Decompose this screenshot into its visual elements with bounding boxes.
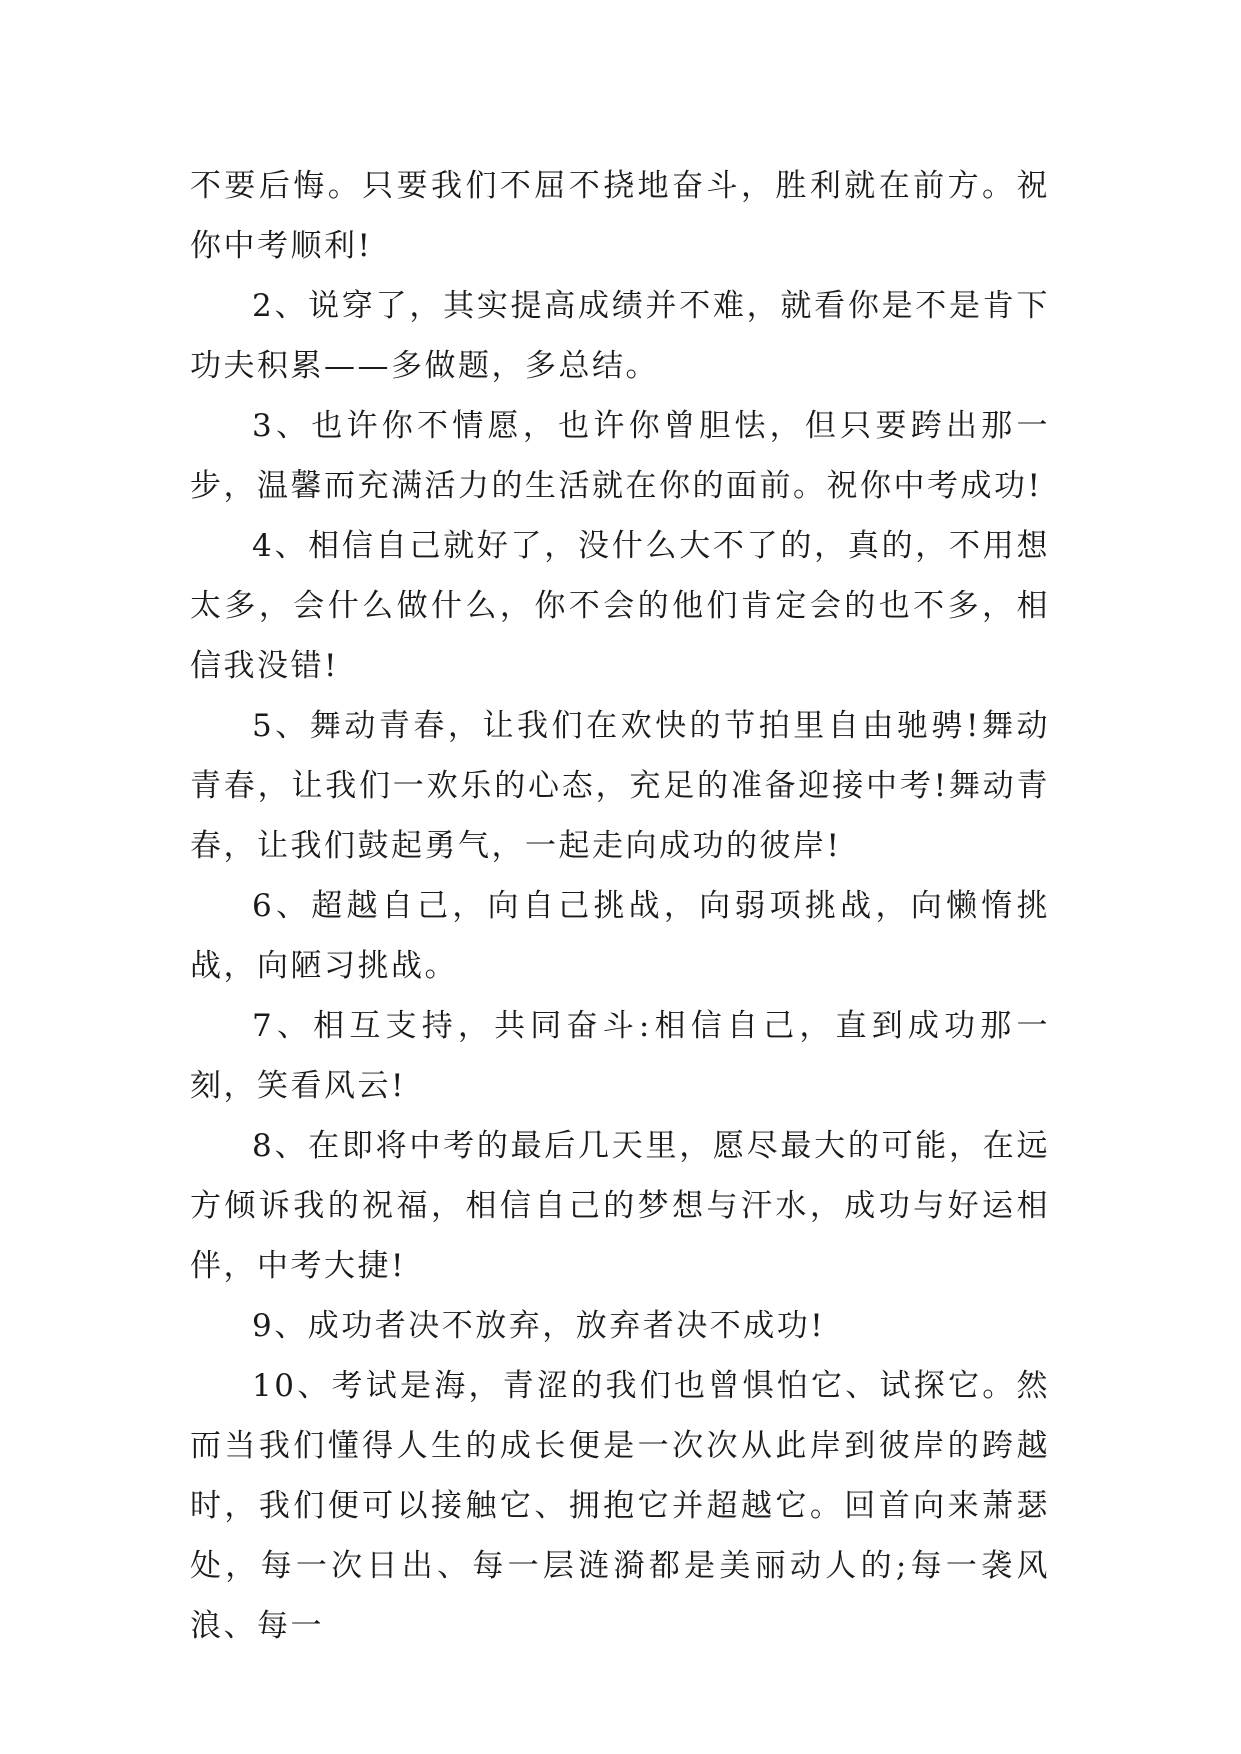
paragraph-item-9: 9、成功者决不放弃，放弃者决不成功! xyxy=(252,1308,826,1344)
paragraph-item-5: 5、舞动青春，让我们在欢快的节拍里自由驰骋!舞动青春，让我们一欢乐的心态，充足的准备迎接中考!舞动青春，让我们鼓起勇气，一起走向成功的彼岸! xyxy=(190,708,1050,864)
paragraph-item-2: 2、说穿了，其实提高成绩并不难，就看你是不是肯下功夫积累——多做题，多总结。 xyxy=(190,288,1050,384)
paragraph-item-6: 6、超越自己，向自己挑战，向弱项挑战，向懒惰挑战，向陋习挑战。 xyxy=(190,888,1050,984)
document-body xyxy=(190,156,1050,1656)
paragraph-item-3: 3、也许你不情愿，也许你曾胆怯，但只要跨出那一步，温馨而充满活力的生活就在你的面前。祝你中考成功! xyxy=(190,408,1050,504)
paragraph-item-4: 4、相信自己就好了，没什么大不了的，真的，不用想太多，会什么做什么，你不会的他们肯定会的也不多，相信我没错! xyxy=(190,528,1050,684)
paragraph-item-7: 7、相互支持，共同奋斗:相信自己，直到成功那一刻，笑看风云! xyxy=(190,1008,1050,1104)
paragraph-item-8: 8、在即将中考的最后几天里，愿尽最大的可能，在远方倾诉我的祝福，相信自己的梦想与汗水，成功与好运相伴，中考大捷! xyxy=(190,1128,1050,1284)
paragraph-item-10: 10、考试是海，青涩的我们也曾惧怕它、试探它。然而当我们懂得人生的成长便是一次次从此岸到彼岸的跨越时，我们便可以接触它、拥抱它并超越它。回首向来萧瑟处，每一次日出、每一层涟漪都是美丽动人的;每一袭风浪、每一 xyxy=(190,1368,1050,1644)
paragraph-continuation: 不要后悔。只要我们不屈不挠地奋斗，胜利就在前方。祝你中考顺利! xyxy=(190,168,1050,264)
